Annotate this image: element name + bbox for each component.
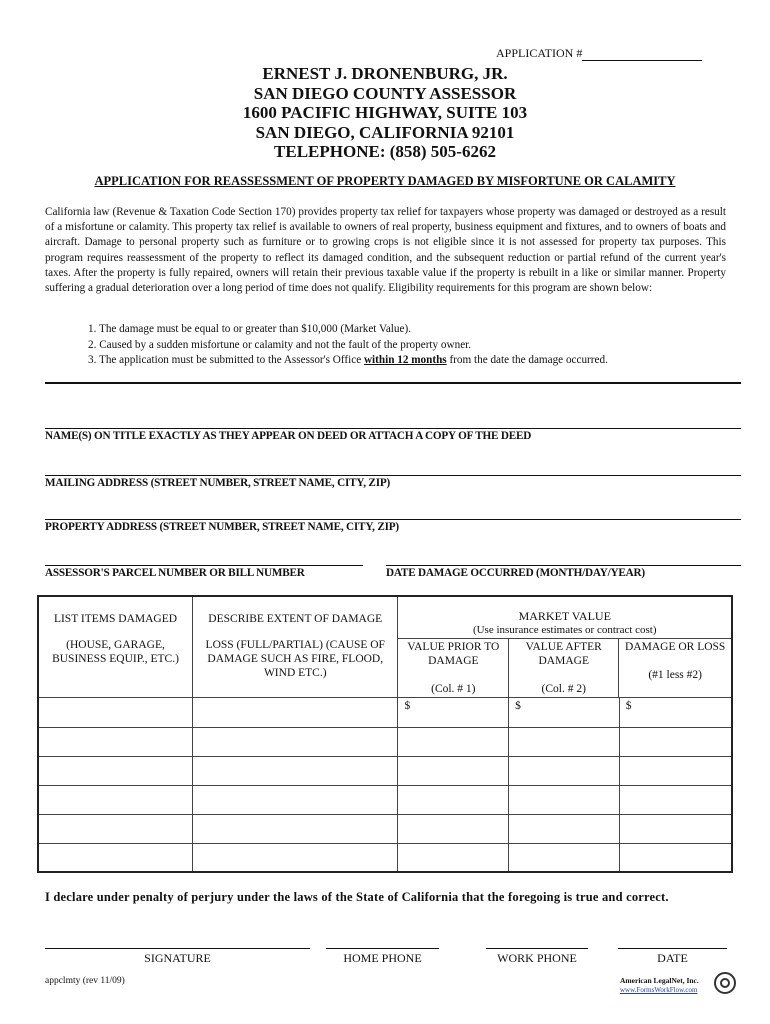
form-revision: appclmty (rev 11/09) — [45, 976, 125, 986]
table-row[interactable] — [38, 727, 732, 756]
logo-company: American LegalNet, Inc. — [620, 976, 699, 985]
names-on-title-field[interactable] — [45, 428, 741, 442]
intro-paragraph: California law (Revenue & Taxation Code Section 170) provides property tax relief for taxpayers whose property was damaged or destroyed as a result of a misfortune or calamity. This property tax relief is available to owners of real property, business equipment and fixtures, and to owners of boats and aircraft. Damage to personal property such as furniture or to growing crops is not eligible since it is not assessed for property tax purposes. This program requires reassessment of the property to reflect its damaged condition, and the subsequent reduction or partial refund of the current year's taxes. After the property is fully repaired, owners will retain their previous taxable value if the property is rebuilt in a like or similar manner. Property suffering a gradual deterioration over a long period of time does not qualify. Eligibility requirements for this program are shown below: — [45, 206, 726, 295]
table-cell[interactable] — [398, 843, 509, 872]
table-cell[interactable] — [619, 843, 732, 872]
table-header-row — [38, 596, 732, 697]
requirement-3 — [88, 353, 608, 369]
market-value-header — [398, 596, 732, 697]
damage-loss-cell[interactable] — [619, 697, 732, 727]
work-phone-field[interactable] — [486, 948, 588, 966]
logo-website-link[interactable]: www.FormsWorkFlow.com — [620, 986, 698, 994]
table-cell[interactable] — [193, 785, 398, 814]
mailing-address-label: MAILING ADDRESS (STREET NUMBER, STREET NAME, CITY, ZIP) — [45, 477, 391, 489]
application-number-field[interactable] — [496, 46, 702, 61]
section-divider — [45, 382, 741, 384]
table-cell[interactable] — [509, 727, 620, 756]
table-cell[interactable] — [619, 756, 732, 785]
date-field[interactable] — [618, 948, 727, 966]
parcel-number-field[interactable] — [45, 565, 363, 579]
table-row[interactable] — [38, 756, 732, 785]
table-cell[interactable] — [398, 756, 509, 785]
table-cell[interactable] — [398, 814, 509, 843]
table-cell[interactable] — [193, 756, 398, 785]
date-label: DATE — [657, 951, 688, 965]
parcel-number-label: ASSESSOR'S PARCEL NUMBER OR BILL NUMBER — [45, 567, 305, 579]
mailing-address-field[interactable] — [45, 475, 741, 489]
market-value-subcols — [398, 638, 731, 697]
describe-damage-header — [193, 596, 398, 697]
value-prior-colnum: (Col. # 1) — [431, 683, 476, 695]
date-damage-label: DATE DAMAGE OCCURRED (MONTH/DAY/YEAR) — [386, 567, 645, 579]
table-cell[interactable] — [193, 814, 398, 843]
application-number-label: APPLICATION # — [496, 46, 583, 60]
table-cell[interactable] — [38, 785, 193, 814]
names-on-title-label: NAME(S) ON TITLE EXACTLY AS THEY APPEAR ON DEED OR ATTACH A COPY OF THE DEED — [45, 430, 532, 442]
table-cell[interactable] — [398, 785, 509, 814]
requirement-1: 1. The damage must be equal to or greater than $10,000 (Market Value). — [88, 323, 411, 335]
value-prior-cell[interactable] — [398, 697, 509, 727]
damage-loss-title: DAMAGE OR LOSS — [625, 641, 726, 653]
table-cell[interactable] — [38, 697, 193, 727]
list-items-title: LIST ITEMS DAMAGED — [53, 613, 178, 625]
work-phone-label: WORK PHONE — [497, 951, 577, 965]
table-cell[interactable] — [193, 727, 398, 756]
table-cell[interactable] — [38, 727, 193, 756]
dollar-sign: $ — [404, 699, 411, 712]
home-phone-field[interactable] — [326, 948, 439, 966]
table-cell[interactable] — [193, 843, 398, 872]
table-cell[interactable] — [509, 785, 620, 814]
requirement-2: 2. Caused by a sudden misfortune or calamity and not the fault of the property owner. — [88, 338, 472, 351]
requirement-3-text: 3. The application must be submitted to the Assessor's Office — [88, 354, 364, 366]
list-items-header — [38, 596, 193, 697]
date-damage-field[interactable] — [386, 565, 741, 579]
describe-damage-sub: LOSS (FULL/PARTIAL) (CAUSE OF DAMAGE SUCH AS FIRE, FLOOD, WIND ETC.) — [205, 639, 385, 679]
header-telephone: TELEPHONE: (858) 505-6262 — [274, 142, 496, 161]
value-after-header — [509, 639, 619, 697]
table-cell[interactable] — [619, 814, 732, 843]
value-after-colnum: (Col. # 2) — [541, 683, 586, 695]
header-city: SAN DIEGO, CALIFORNIA 92101 — [255, 122, 515, 142]
dollar-sign: $ — [515, 699, 521, 712]
header-street: 1600 PACIFIC HIGHWAY, SUITE 103 — [242, 103, 528, 122]
table-cell[interactable] — [619, 785, 732, 814]
table-cell[interactable] — [38, 756, 193, 785]
requirement-3-deadline: within 12 months — [363, 354, 447, 366]
form-title: APPLICATION FOR REASSESSMENT OF PROPERTY DAMAGED BY MISFORTUNE OR CALAMITY — [94, 174, 676, 188]
table-row[interactable] — [38, 843, 732, 872]
table-cell[interactable] — [193, 697, 398, 727]
signature-field[interactable] — [45, 948, 310, 966]
market-value-sub: (Use insurance estimates or contract cost) — [472, 624, 657, 636]
value-after-cell[interactable] — [509, 697, 620, 727]
damage-loss-header — [619, 639, 731, 697]
table-row[interactable] — [38, 785, 732, 814]
table-cell[interactable] — [509, 814, 620, 843]
perjury-declaration: I declare under penalty of perjury under the laws of the State of California that the foregoing is true and correct. — [45, 890, 669, 904]
value-after-title: VALUE AFTER DAMAGE — [525, 641, 602, 667]
damage-loss-colnum: (#1 less #2) — [648, 669, 702, 681]
value-prior-title: VALUE PRIOR TO DAMAGE — [407, 641, 500, 667]
table-cell[interactable] — [398, 727, 509, 756]
table-cell[interactable] — [619, 727, 732, 756]
header-office: SAN DIEGO COUNTY ASSESSOR — [253, 83, 517, 103]
market-value-title: MARKET VALUE — [518, 609, 611, 623]
home-phone-label: HOME PHONE — [343, 951, 422, 965]
assessor-header — [0, 64, 770, 162]
american-legalnet-logo — [616, 972, 736, 998]
table-cell[interactable] — [38, 843, 193, 872]
legalnet-globe-icon — [714, 972, 736, 994]
table-row[interactable] — [38, 814, 732, 843]
application-number-line[interactable] — [582, 49, 702, 61]
table-cell[interactable] — [509, 756, 620, 785]
table-cell[interactable] — [509, 843, 620, 872]
requirement-3-text-end: from the date the damage occurred. — [446, 354, 608, 366]
list-items-sub: (HOUSE, GARAGE, BUSINESS EQUIP., ETC.) — [52, 639, 179, 665]
dollar-sign: $ — [625, 699, 632, 712]
eligibility-requirements — [88, 322, 608, 369]
property-address-field[interactable] — [45, 519, 741, 533]
property-address-label: PROPERTY ADDRESS (STREET NUMBER, STREET NAME, CITY, ZIP) — [45, 521, 399, 533]
header-name: ERNEST J. DRONENBURG, JR. — [262, 64, 508, 83]
damage-items-table — [37, 595, 733, 873]
describe-damage-title: DESCRIBE EXTENT OF DAMAGE — [208, 613, 383, 625]
table-row[interactable] — [38, 697, 732, 727]
table-cell[interactable] — [38, 814, 193, 843]
value-prior-header — [398, 639, 508, 697]
signature-label: SIGNATURE — [144, 951, 211, 965]
